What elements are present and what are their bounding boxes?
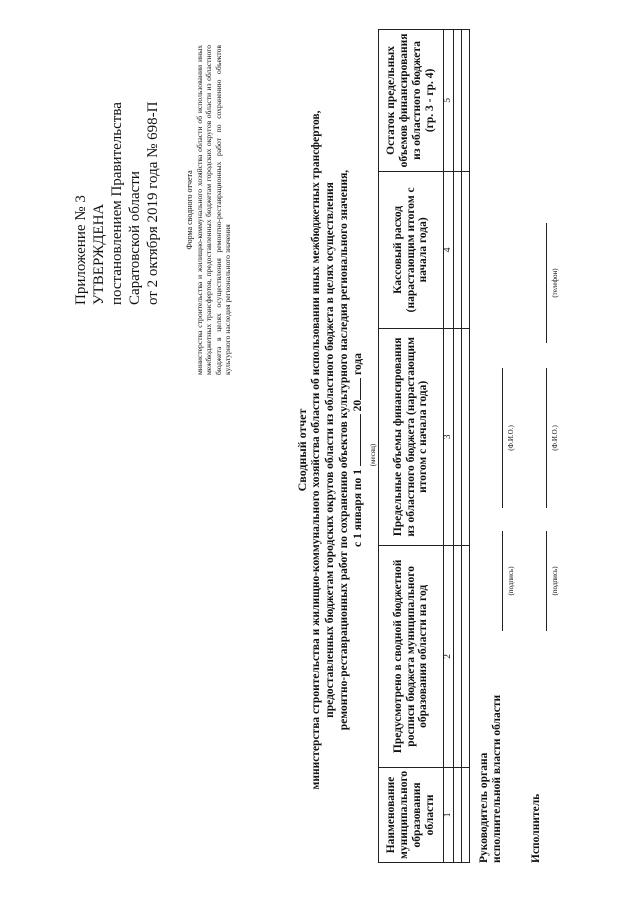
empty-cell bbox=[454, 171, 462, 328]
report-line-3: ремонтно-реставрационных работ по сохранению объектов культурного наследия регионального значения, bbox=[338, 169, 350, 731]
report-heading: Сводный отчет bbox=[295, 408, 309, 492]
date-suffix: года bbox=[352, 353, 364, 375]
executor-fio-line bbox=[546, 368, 547, 508]
empty-cell bbox=[454, 767, 462, 862]
table-row-empty bbox=[454, 30, 462, 863]
empty-cell bbox=[454, 545, 462, 767]
head-sign-line bbox=[502, 531, 503, 631]
empty-cell bbox=[462, 171, 470, 328]
executor-fio-caption: (Ф.И.О.) bbox=[551, 425, 559, 451]
head-title-line-2: исполнительной власти области bbox=[491, 694, 503, 863]
executor-phone-caption: (телефон) bbox=[551, 268, 559, 298]
empty-cell bbox=[462, 767, 470, 862]
header-limits: Предельные объемы финансирования из областного бюджета (нарастающим итогом с начала года) bbox=[379, 328, 444, 545]
head-signature bbox=[478, 695, 504, 863]
approval-line-3: от 2 октября 2019 года № 698-П bbox=[145, 101, 161, 305]
report-line-1: министерства строительства и жилищно-коммунального хозяйства области об использовании иных межбюджетных трансфертов, bbox=[310, 110, 322, 790]
executor-phone-line bbox=[546, 223, 547, 343]
col-number-3: 3 bbox=[444, 328, 454, 545]
table-row-numbers bbox=[444, 30, 454, 863]
form-note-text: министерства строительства и жилищно-коммунального хозяйства области об использовании иных межбюджетных трансфертов, предоставленных бюджетам городских округов области из областного бюджета в целях осуществления ремонтно-реставрационных работ по сохранению объектов культурного наследия регионального значения bbox=[194, 45, 232, 375]
empty-cell bbox=[454, 328, 462, 545]
head-title-line-1: Руководитель органа bbox=[478, 752, 490, 863]
report-table bbox=[378, 29, 470, 863]
header-municipality: Наименование муниципального образования области bbox=[379, 767, 444, 862]
col-number-4: 4 bbox=[444, 171, 454, 328]
empty-cell bbox=[462, 30, 470, 172]
executor-label: Исполнитель bbox=[530, 793, 542, 863]
empty-cell bbox=[454, 30, 462, 172]
approved-word: УТВЕРЖДЕНА bbox=[91, 203, 107, 305]
head-fio-caption: (Ф.И.О.) bbox=[507, 425, 515, 451]
month-caption: (месяц) bbox=[369, 443, 377, 467]
executor-sign-line bbox=[546, 531, 547, 631]
approval-line-2: Саратовской области bbox=[127, 171, 143, 305]
appendix-number: Приложение № 3 bbox=[73, 195, 89, 305]
table-row-empty bbox=[462, 30, 470, 863]
head-fio-line bbox=[502, 368, 503, 508]
form-note bbox=[185, 45, 233, 375]
executor-sign-caption: (подпись) bbox=[551, 566, 559, 596]
approval-stamp bbox=[72, 25, 162, 305]
col-number-1: 1 bbox=[444, 767, 454, 862]
signatures-block bbox=[478, 3, 618, 863]
header-planned: Предусмотрено в сводной бюджетной росписи бюджета муниципального образования области на год bbox=[379, 545, 444, 767]
report-date-line bbox=[351, 50, 365, 850]
col-number-2: 2 bbox=[444, 545, 454, 767]
date-prefix: с 1 января по 1 bbox=[352, 469, 364, 547]
report-title bbox=[295, 50, 380, 850]
year-blank bbox=[360, 378, 361, 400]
month-blank bbox=[360, 414, 361, 466]
head-sign-caption: (подпись) bbox=[507, 566, 515, 596]
empty-cell bbox=[462, 328, 470, 545]
report-line-2: предоставленных бюджетам городских округов области из областного бюджета в целях осуществления bbox=[324, 182, 336, 718]
header-cash-expense: Кассовый расход (нарастающим итогом с начала года) bbox=[379, 171, 444, 328]
form-note-title: Форма сводного отчета bbox=[185, 170, 194, 250]
approval-line-1: постановлением Правительства bbox=[109, 102, 125, 305]
col-number-5: 5 bbox=[444, 30, 454, 172]
date-mid: 20 bbox=[352, 399, 364, 412]
header-remainder: Остаток предельных объемов финансирования из областного бюджета (гр. 3 - гр. 4) bbox=[379, 30, 444, 172]
empty-cell bbox=[462, 545, 470, 767]
